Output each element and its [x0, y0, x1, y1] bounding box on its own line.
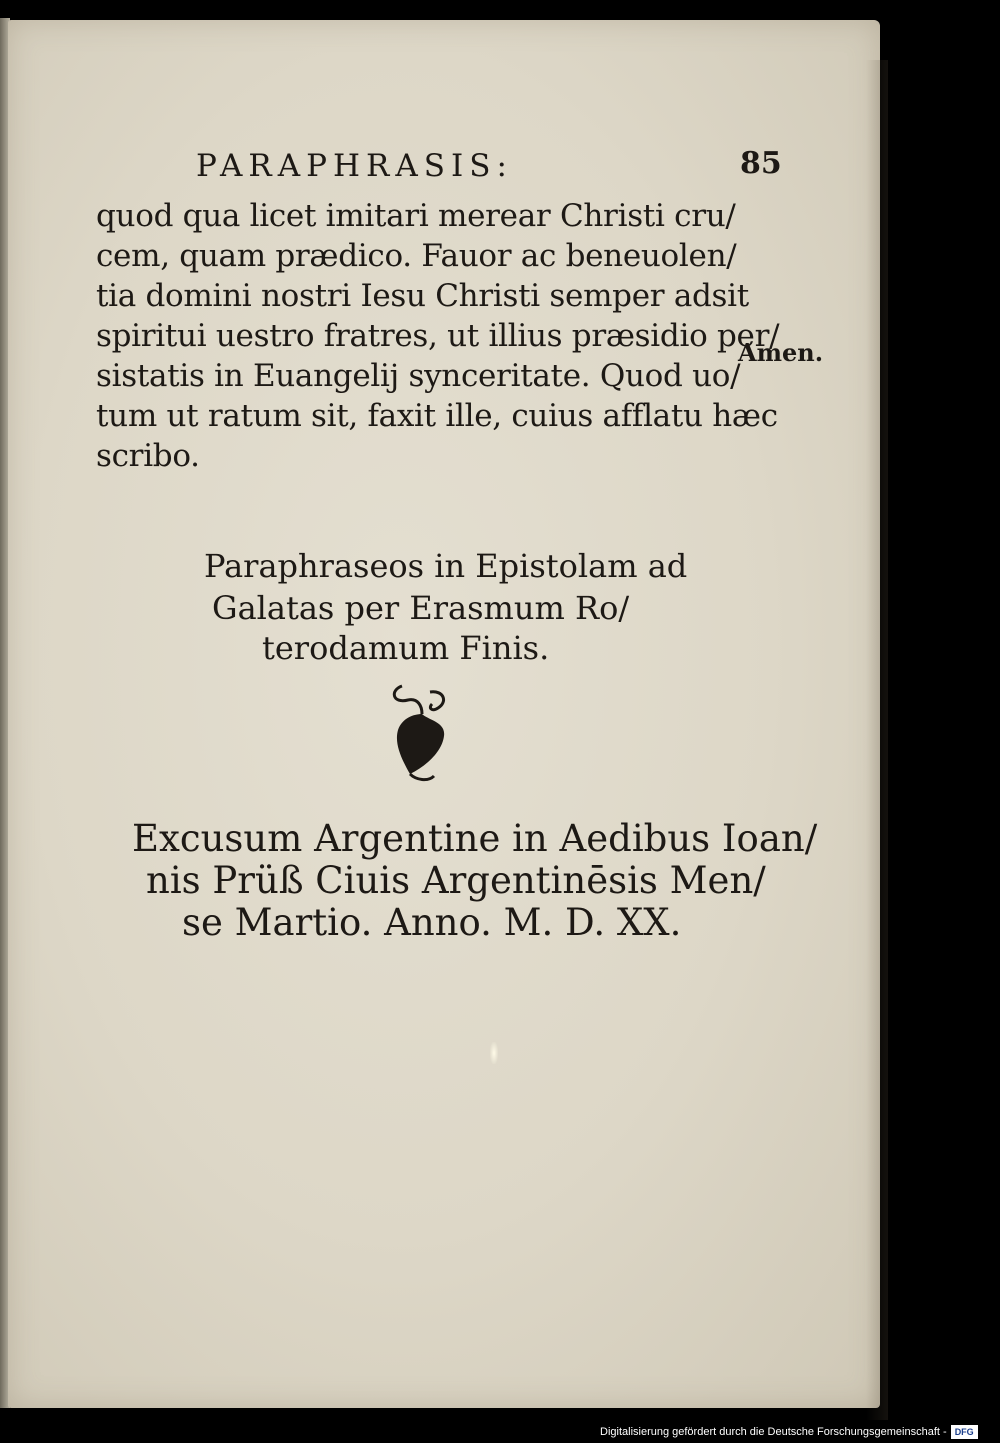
colophon-line-1: Paraphraseos in Epistolam ad [204, 547, 688, 585]
page-edge-shadow [866, 60, 888, 1420]
page-number: 85 [740, 146, 782, 181]
digitization-credit-text: Digitalisierung gefördert durch die Deutsche Forschungsgemeinschaft - [600, 1426, 947, 1438]
leaf-ornament-icon [388, 678, 454, 788]
digitization-credit-bar [600, 1424, 978, 1440]
colophon-line-3: terodamum Finis. [262, 629, 550, 667]
body-line-5: sistatis in Euangelij synceritate. Quod uo/ [96, 358, 741, 394]
body-line-4: spiritui uestro fratres, ut illius præsidio per/ [96, 318, 780, 354]
imprint-line-3: se Martio. Anno. M. D. XX. [182, 901, 682, 944]
imprint-line-1: Excusum Argentine in Aedibus Ioan/ [132, 817, 818, 860]
body-line-6: tum ut ratum sit, faxit ille, cuius afflatu hæc [96, 398, 778, 434]
body-line-7: scribo. [96, 438, 200, 474]
dfg-logo-icon: DFG [951, 1425, 978, 1439]
running-head: PARAPHRASIS: [196, 148, 513, 184]
marginal-note: Amen. [738, 338, 824, 367]
colophon-line-2: Galatas per Erasmum Ro/ [212, 589, 630, 627]
imprint-line-2: nis Prüß Ciuis Argentinēsis Men/ [146, 859, 766, 902]
body-line-2: cem, quam prædico. Fauor ac beneuolen/ [96, 238, 737, 274]
body-line-3: tia domini nostri Iesu Christi semper adsit [96, 278, 749, 314]
light-reflection [490, 1042, 498, 1064]
body-line-1: quod qua licet imitari merear Christi cru/ [96, 198, 736, 234]
